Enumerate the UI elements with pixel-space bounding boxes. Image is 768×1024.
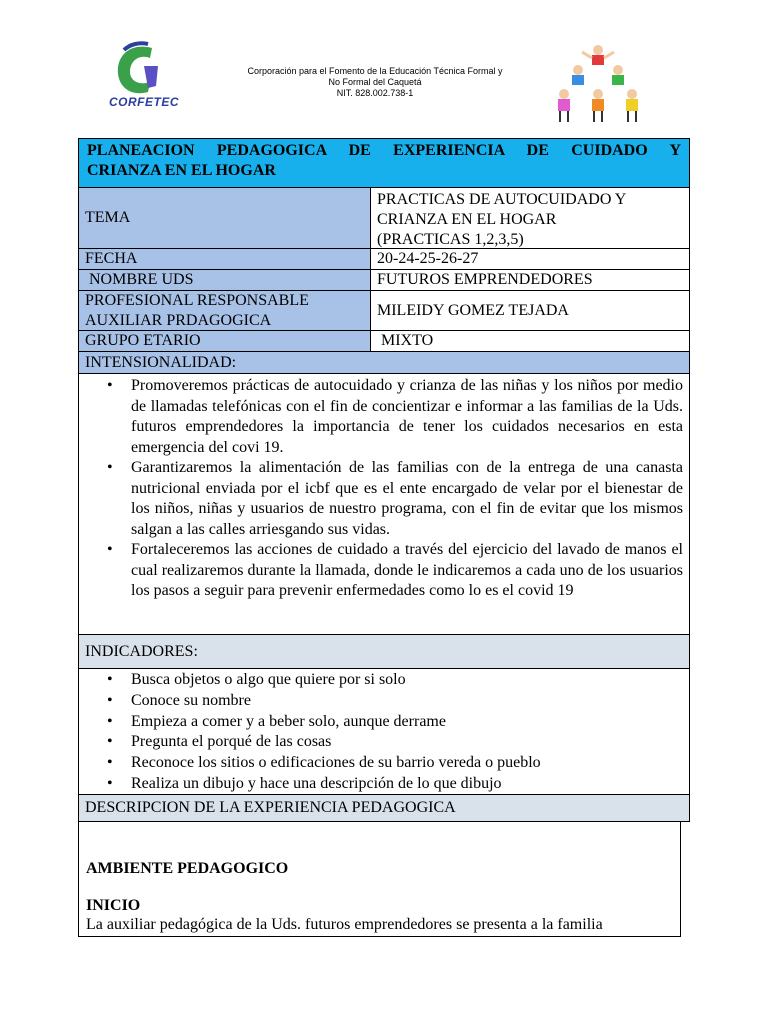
profesional-value: MILEIDY GOMEZ TEJADA bbox=[370, 290, 690, 331]
indicador-item: • Reconoce los sitios o edificaciones de su barrio vereda o pueblo bbox=[131, 753, 689, 774]
profesional-label bbox=[78, 290, 371, 331]
fecha-label: FECHA bbox=[78, 248, 371, 270]
org-nit: NIT. 828.002.738-1 bbox=[336, 88, 414, 98]
profesional-label-line2: AUXILIAR PRDAGOGICA bbox=[85, 312, 272, 329]
document-header bbox=[0, 0, 768, 135]
indicadores-body bbox=[78, 668, 690, 795]
indicador-item: • Conoce su nombre bbox=[131, 691, 689, 712]
children-pyramid-illustration bbox=[548, 42, 648, 124]
tema-value-line2: CRIANZA EN EL HOGAR bbox=[377, 211, 557, 228]
indicador-item: • Empieza a comer y a beber solo, aunque derrame bbox=[131, 712, 689, 733]
grupo-label: GRUPO ETARIO bbox=[78, 330, 371, 352]
descripcion-body bbox=[78, 821, 681, 937]
intensionalidad-item: • Garantizaremos la alimentación de las familias con de la entrega de una canasta nutricional enviada por el icbf que es el ente encargado de velar por el bienestar de los niños, niñas y usuarios de nuestro programa, con el fin de evitar que los mismos salgan a las calles arriesgando sus vidas. bbox=[131, 458, 689, 540]
document-title bbox=[78, 138, 690, 188]
indicador-item: • Busca objetos o algo que quiere por si solo bbox=[131, 670, 689, 691]
intensionalidad-list bbox=[79, 376, 689, 602]
tema-value bbox=[370, 187, 690, 249]
grupo-value: MIXTO bbox=[370, 330, 690, 352]
intensionalidad-item: • Fortaleceremos las acciones de cuidado a través del ejercicio del lavado de manos el cual realizaremos durante la llamada, donde le indicaremos a cada uno de los usuarios los pasos a seguir para prevenir enfermedades como lo es el covid 19 bbox=[131, 540, 689, 602]
tema-value-line3: (PRACTICAS 1,2,3,5) bbox=[377, 231, 524, 248]
profesional-label-line1: PROFESIONAL RESPONSABLE bbox=[85, 292, 309, 309]
intensionalidad-body bbox=[78, 373, 690, 635]
inicio-heading: INICIO bbox=[86, 897, 141, 914]
org-name-line1: Corporación para el Fomento de la Educación Técnica Formal y bbox=[247, 66, 503, 76]
title-line2: CRIANZA EN EL HOGAR bbox=[87, 162, 276, 179]
corfetec-logo-text: CORFETEC bbox=[109, 95, 179, 109]
indicador-item: • Pregunta el porqué de las cosas bbox=[131, 732, 689, 753]
fecha-value: 20-24-25-26-27 bbox=[370, 248, 690, 270]
descripcion-label: DESCRIPCION DE LA EXPERIENCIA PEDAGOGICA bbox=[78, 794, 690, 822]
indicador-item: • Realiza un dibujo y hace una descripción de lo que dibujo bbox=[131, 774, 689, 795]
org-name-line2: No Formal del Caquetá bbox=[328, 77, 422, 87]
descripcion-text: La auxiliar pedagógica de la Uds. futuros emprendedores se presenta a la familia bbox=[86, 916, 603, 933]
intensionalidad-label: INTENSIONALIDAD: bbox=[78, 351, 690, 374]
title-line1: PLANEACION PEDAGOGICA DE EXPERIENCIA DE CUIDADO Y bbox=[87, 142, 681, 159]
tema-value-line1: PRACTICAS DE AUTOCUIDADO Y bbox=[377, 191, 627, 208]
uds-label: NOMBRE UDS bbox=[78, 269, 371, 291]
indicadores-label: INDICADORES: bbox=[78, 634, 690, 669]
indicadores-list bbox=[79, 669, 689, 795]
ambiente-heading: AMBIENTE PEDAGOGICO bbox=[86, 860, 289, 877]
tema-label: TEMA bbox=[78, 187, 371, 249]
intensionalidad-item: • Promoveremos prácticas de autocuidado y crianza de las niñas y los niños por medio de llamadas telefónicas con el fin de concientizar e informar a las familias de la Uds. futuros emprendedores la importancia de tener los cuidados necesarios en esta emergencia del covi 19. bbox=[131, 376, 689, 458]
uds-value: FUTUROS EMPRENDEDORES bbox=[370, 269, 690, 291]
organization-info bbox=[200, 66, 550, 99]
